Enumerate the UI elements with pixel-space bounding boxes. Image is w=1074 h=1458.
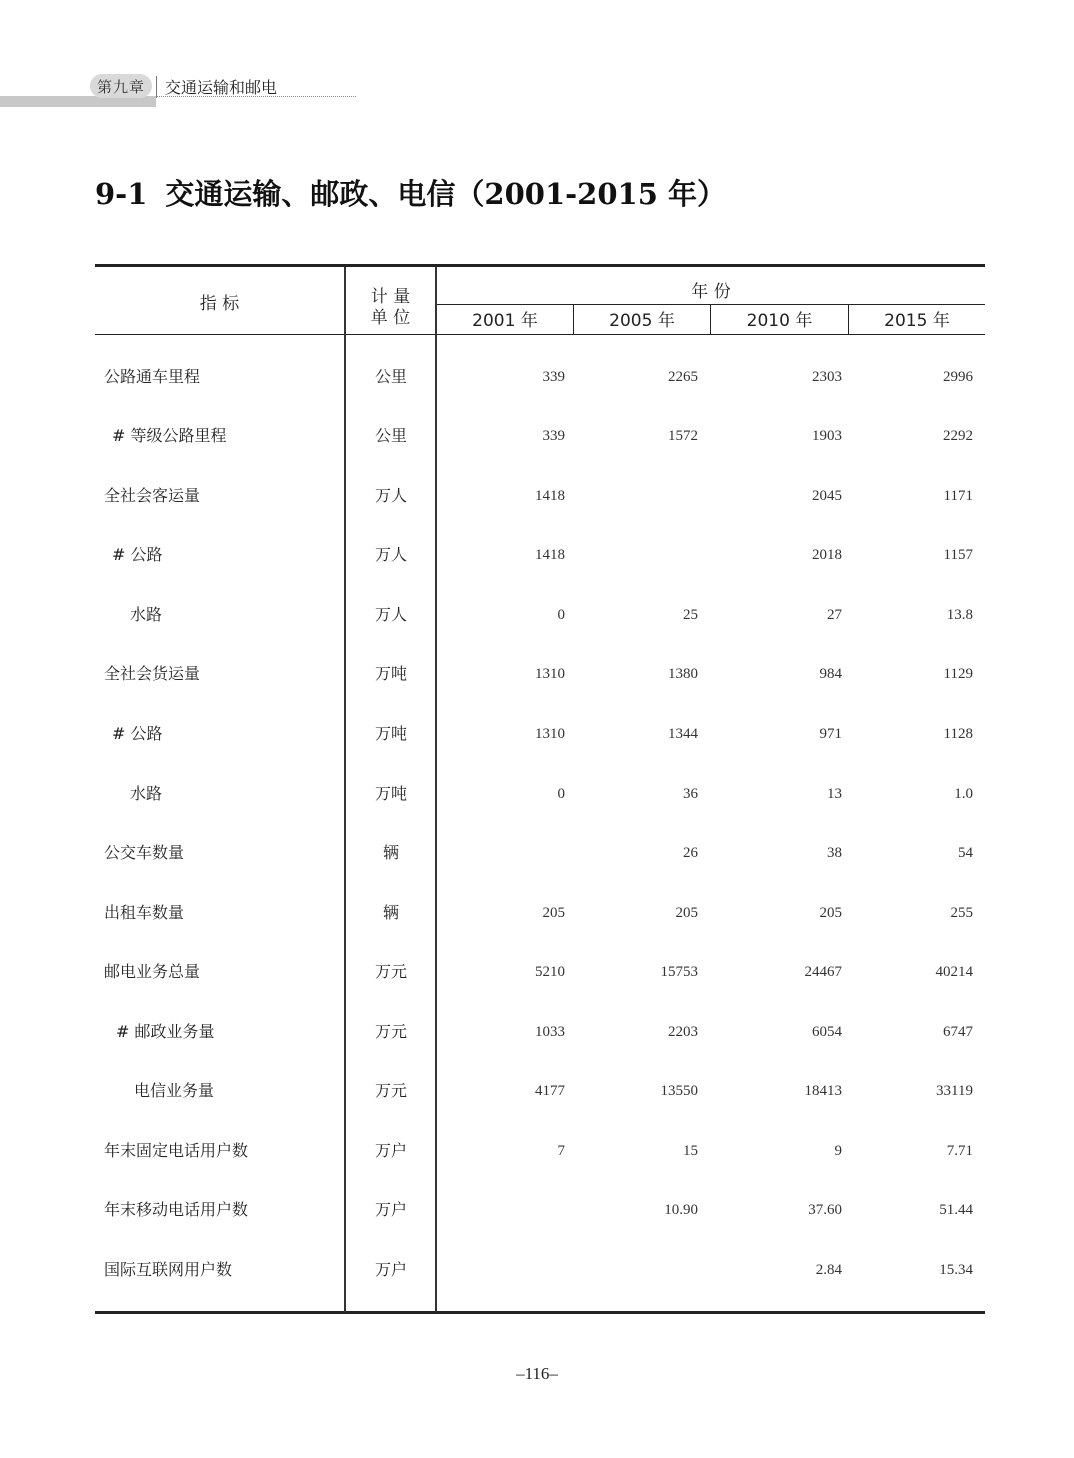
- table-row: [95, 719, 985, 749]
- value-2001: 5210: [535, 964, 565, 980]
- header-bottom-rule: [95, 334, 985, 335]
- value-2015: 40214: [935, 964, 973, 980]
- row-indicator: 年末移动电话用户数: [104, 1200, 249, 1219]
- row-unit: 万元: [374, 1081, 407, 1100]
- table-row: [95, 1076, 985, 1106]
- row-unit: 万人: [374, 486, 407, 505]
- header-divider: [156, 76, 157, 98]
- header-dotted-rule: [156, 96, 356, 97]
- value-2005: 2265: [668, 369, 698, 385]
- row-indicator: 水路: [130, 784, 163, 803]
- value-2015: 51.44: [939, 1202, 973, 1218]
- value-2005: 1380: [668, 666, 698, 682]
- page-number: –116–: [516, 1364, 558, 1383]
- value-2001: 1418: [535, 488, 565, 504]
- value-2001: 339: [542, 428, 565, 444]
- row-unit: 公里: [374, 426, 407, 445]
- row-unit: 万户: [374, 1141, 407, 1160]
- value-2010: 38: [827, 845, 842, 861]
- value-2015: 1171: [943, 488, 973, 504]
- row-indicator: 全社会客运量: [104, 486, 201, 505]
- row-indicator: 水路: [130, 605, 163, 624]
- value-2015: 1129: [943, 666, 973, 682]
- value-2005: 36: [683, 786, 698, 802]
- value-2015: 54: [958, 845, 973, 861]
- value-2015: 6747: [943, 1024, 973, 1040]
- value-2015: 1157: [943, 547, 973, 563]
- header-year-2005: 2005 年: [609, 311, 675, 331]
- row-indicator: # 等级公路里程: [112, 426, 227, 445]
- table-row: [95, 421, 985, 451]
- value-2015: 13.8: [946, 607, 973, 623]
- value-2015: 1.0: [954, 786, 973, 802]
- value-2005: 13550: [660, 1083, 698, 1099]
- row-indicator: # 邮政业务量: [116, 1022, 215, 1041]
- chapter-badge: 第九章: [90, 74, 152, 98]
- row-unit: 万人: [374, 545, 407, 564]
- table-row: [95, 540, 985, 570]
- value-2015: 15.34: [939, 1262, 973, 1278]
- value-2005: 2203: [668, 1024, 698, 1040]
- year-group-rule: [437, 304, 985, 305]
- value-2010: 13: [827, 786, 842, 802]
- table-row: [95, 481, 985, 511]
- table-row: [95, 898, 985, 928]
- value-2010: 9: [834, 1143, 842, 1159]
- header-year-2010: 2010 年: [746, 311, 813, 331]
- row-indicator: 出租车数量: [104, 903, 185, 922]
- value-2010: 24467: [804, 964, 842, 980]
- value-2010: 2018: [812, 547, 842, 563]
- table-row: [95, 1136, 985, 1166]
- row-unit: 辆: [382, 903, 399, 922]
- value-2001: 0: [557, 607, 565, 623]
- value-2001: 339: [542, 369, 565, 385]
- row-unit: 万吨: [374, 664, 407, 683]
- row-unit: 万元: [374, 962, 407, 981]
- table-title-text: 交通运输、邮政、电信（2001-2015 年）: [165, 177, 726, 211]
- row-indicator: 电信业务量: [134, 1081, 215, 1100]
- value-2010: 27: [827, 607, 842, 623]
- value-2001: 1310: [535, 666, 565, 682]
- value-2010: 2303: [812, 369, 842, 385]
- value-2010: 2.84: [815, 1262, 842, 1278]
- value-2015: 2292: [943, 428, 973, 444]
- value-2010: 6054: [812, 1024, 842, 1040]
- page-title: [95, 172, 726, 213]
- value-2010: 37.60: [808, 1202, 842, 1218]
- row-unit: 万吨: [374, 784, 407, 803]
- row-indicator: 公路通车里程: [104, 367, 201, 386]
- row-indicator: # 公路: [112, 545, 163, 564]
- value-2010: 2045: [812, 488, 842, 504]
- header-indicator: 指 标: [199, 294, 240, 314]
- value-2001: 7: [557, 1143, 565, 1159]
- header-year-2015: 2015 年: [884, 311, 950, 331]
- value-2001: 1418: [535, 547, 565, 563]
- table-row: [95, 1017, 985, 1047]
- value-2010: 18413: [804, 1083, 842, 1099]
- value-2010: 1903: [812, 428, 842, 444]
- value-2001: 1310: [535, 726, 565, 742]
- value-2015: 255: [950, 905, 973, 921]
- table-bottom-rule: [95, 1311, 985, 1314]
- value-2001: 0: [557, 786, 565, 802]
- value-2005: 1572: [668, 428, 698, 444]
- value-2010: 984: [819, 666, 842, 682]
- row-indicator: 年末固定电话用户数: [104, 1141, 249, 1160]
- table-row: [95, 1255, 985, 1285]
- table-row: [95, 659, 985, 689]
- value-2005: 15753: [660, 964, 698, 980]
- row-unit: 万户: [374, 1260, 407, 1279]
- row-indicator: 邮电业务总量: [104, 962, 201, 981]
- table-row: [95, 838, 985, 868]
- value-2010: 971: [819, 726, 842, 742]
- row-unit: 万吨: [374, 724, 407, 743]
- row-unit: 辆: [382, 843, 399, 862]
- value-2001: 1033: [535, 1024, 565, 1040]
- value-2005: 26: [683, 845, 698, 861]
- value-2005: 205: [675, 905, 698, 921]
- row-unit: 万户: [374, 1200, 407, 1219]
- row-unit: 万元: [374, 1022, 407, 1041]
- row-unit: 万人: [374, 605, 407, 624]
- table-number: 9-1: [95, 177, 148, 211]
- row-indicator: 公交车数量: [104, 843, 185, 862]
- table-row: [95, 600, 985, 630]
- row-indicator: 国际互联网用户数: [104, 1260, 233, 1279]
- row-indicator: 全社会货运量: [104, 664, 201, 683]
- chapter-title: 交通运输和邮电: [165, 78, 278, 97]
- table-row: [95, 779, 985, 809]
- header-year-2001: 2001 年: [472, 311, 538, 331]
- value-2015: 1128: [943, 726, 973, 742]
- value-2010: 205: [819, 905, 842, 921]
- table-row: [95, 362, 985, 392]
- value-2001: 205: [542, 905, 565, 921]
- table-row: [95, 1195, 985, 1225]
- value-2015: 2996: [943, 369, 973, 385]
- value-2015: 7.71: [946, 1143, 973, 1159]
- value-2005: 25: [683, 607, 698, 623]
- table-top-rule: [95, 264, 985, 267]
- header-year-group: 年 份: [691, 282, 731, 302]
- row-unit: 公里: [374, 367, 407, 386]
- table-row: [95, 957, 985, 987]
- value-2001: 4177: [535, 1083, 565, 1099]
- row-indicator: # 公路: [112, 724, 163, 743]
- header-unit-line1: 计 量: [370, 287, 411, 307]
- header-unit-line2: 单 位: [370, 308, 411, 328]
- value-2005: 10.90: [664, 1202, 698, 1218]
- value-2015: 33119: [936, 1083, 973, 1099]
- value-2005: 15: [683, 1143, 698, 1159]
- value-2005: 1344: [668, 726, 698, 742]
